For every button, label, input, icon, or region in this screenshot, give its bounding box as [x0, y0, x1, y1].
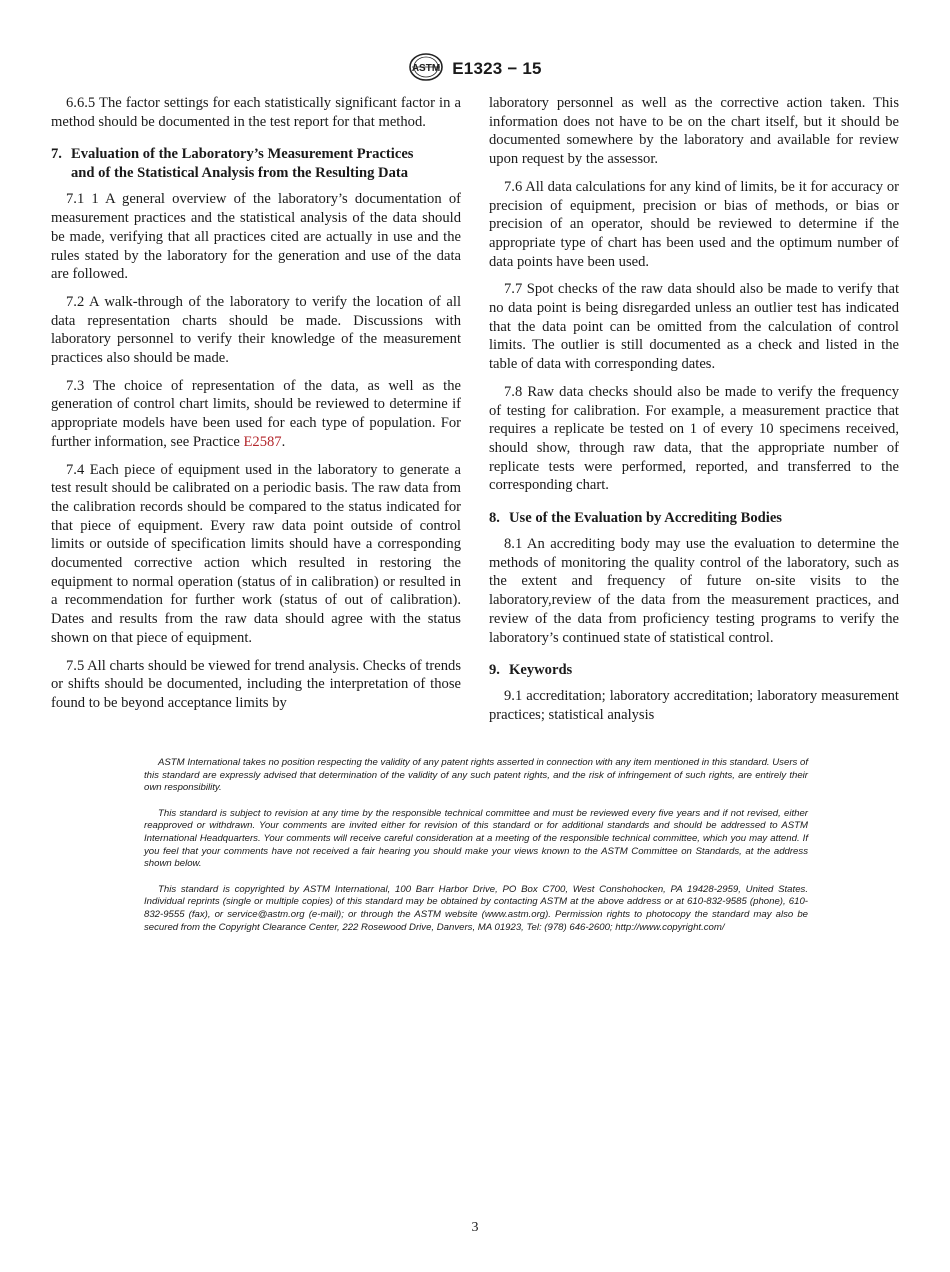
section-8-number: 8.	[489, 510, 500, 527]
legal-footer	[144, 757, 808, 947]
paragraph-8-1: 8.1 An accrediting body may use the evaluation to determine the methods of monitoring the quality control of the laboratory, such as the extent and frequency of future on-site visits to the laboratory,review of the data from the measurement practices, and review of the data from proficiency testing programs to verify the laboratory’s continued state of statistical control.	[489, 536, 899, 646]
paragraph-7-4: 7.4 Each piece of equipment used in the laboratory to generate a test result should be calibrated on a periodic basis. The raw data from the calibration records should be compared to the status indicated for that piece of equipment. Every raw data point outside of control limits or outside of specification limits should have a corresponding documented corrective action which resulted in restoring the equipment to normal operation (status of in calibration) or resulted in a recommendation for further work (status of out of calibration). Dates and results from the raw data should agree with the status shown on that piece of equipment.	[51, 461, 461, 646]
section-8-title: Use of the Evaluation by Accrediting Bodies	[509, 510, 782, 527]
paragraph-6-6-5: 6.6.5 The factor settings for each statistically significant factor in a method should be documented in the test report for that method.	[51, 95, 461, 130]
paragraph-7-5-start: 7.5 All charts should be viewed for trend analysis. Checks of trends or shifts should be documented, including the interpretation of those found to be beyond acceptance limits by	[51, 657, 461, 711]
page-number: 3	[471, 1220, 479, 1235]
section-7-title-line2: and of the Statistical Analysis from the Resulting Data	[71, 165, 409, 182]
astm-logo-text: ASTM	[412, 62, 441, 74]
paragraph-7-2: 7.2 A walk-through of the laboratory to verify the location of all data representation charts should be made. Discussions with laboratory personnel to verify their knowledge of the measurement practices also should be made.	[51, 293, 461, 367]
section-7-number: 7.	[51, 146, 62, 163]
paragraph-7-8: 7.8 Raw data checks should also be made to verify the frequency of testing for calibration. For example, a measurement practice that requires a replicate be tested on 1 of every 10 specimens received, should show, through raw data, that the appropriate number of replicate tests were performed, reported, and transferred to the corresponding chart.	[489, 383, 899, 494]
section-9-number: 9.	[489, 662, 500, 679]
paragraph-7-7: 7.7 Spot checks of the raw data should also be made to verify that no data point is being disregarded unless an outlier test has indicated that the data point can be omitted from the calculation of control limits. The outlier is still documented as a check and listed in the table of data with corresponding dates.	[489, 281, 899, 373]
paragraph-7-3-text: 7.3 The choice of representation of the data, as well as the generation of control chart limits, should be reviewed to determine if appropriate models have been used for each type of population. For further information, see Practice	[51, 377, 461, 450]
section-7-heading	[51, 145, 461, 183]
paragraph-7-6: 7.6 All data calculations for any kind of limits, be it for accuracy or precision of equipment, precision or bias of methods, or bias or precision of an operator, should be reviewed to determine if the appropriate type of chart has been used and the optimum number of data points have been used.	[489, 178, 899, 270]
page-header	[0, 54, 950, 84]
paragraph-7-3	[51, 377, 461, 452]
left-column	[51, 94, 461, 722]
paragraph-9-1: 9.1 accreditation; laboratory accreditation; laboratory measurement practices; statistical analysis	[489, 688, 899, 723]
patent-notice: ASTM International takes no position respecting the validity of any patent rights asserted in connection with any item mentioned in this standard. Users of this standard are expressly advised that determination of the validity of any such patent rights, and the risk of infringement of such rights, are entirely their own responsibility.	[144, 757, 808, 794]
paragraph-7-1: 7.1 1 A general overview of the laboratory’s documentation of measurement practices and the statistical analysis of the data should be made, verifying that all practices cited are actually in use and the rules stated by the laboratory for the generation and use of the data are followed.	[51, 191, 461, 283]
right-column	[489, 94, 899, 734]
document-id: E1323 − 15	[452, 59, 542, 78]
astm-logo-icon	[408, 52, 444, 87]
paragraph-7-5-continued: laboratory personnel as well as the corrective action taken. This information does not have to be on the chart itself, but it should be documented somewhere by the laboratory and available for review upon request by the assessor.	[489, 95, 899, 168]
copyright-notice: This standard is copyrighted by ASTM International, 100 Barr Harbor Drive, PO Box C700, West Conshohocken, PA 19428-2959, United States. Individual reprints (single or multiple copies) of this standard may be obtained by contacting ASTM at the above address or at 610-832-9585 (phone), 610-832-9555 (fax), or service@astm.org (e-mail); or through the ASTM website (www.astm.org). Permission rights to photocopy the standard may also be secured from the Copyright Clearance Center, 222 Rosewood Drive, Danvers, MA 01923, Tel: (978) 646-2600; http://www.copyright.com/	[144, 883, 808, 933]
paragraph-7-3-end: .	[281, 433, 286, 450]
section-7-title-line1: Evaluation of the Laboratory’s Measurement Practices	[71, 146, 414, 163]
revision-notice: This standard is subject to revision at any time by the responsible technical committee and must be reviewed every five years and if not revised, either reapproved or withdrawn. Your comments are invited either for revision of this standard or for additional standards and should be addressed to ASTM International Headquarters. Your comments will receive careful consideration at a meeting of the responsible technical committee, which you may attend. If you feel that your comments have not received a fair hearing you should make your views known to the ASTM Committee on Standards, at the address shown below.	[144, 807, 808, 870]
section-9-heading	[489, 661, 899, 680]
practice-e2587-link[interactable]: E2587	[243, 433, 282, 450]
section-8-heading	[489, 509, 899, 528]
section-9-title: Keywords	[509, 662, 573, 679]
